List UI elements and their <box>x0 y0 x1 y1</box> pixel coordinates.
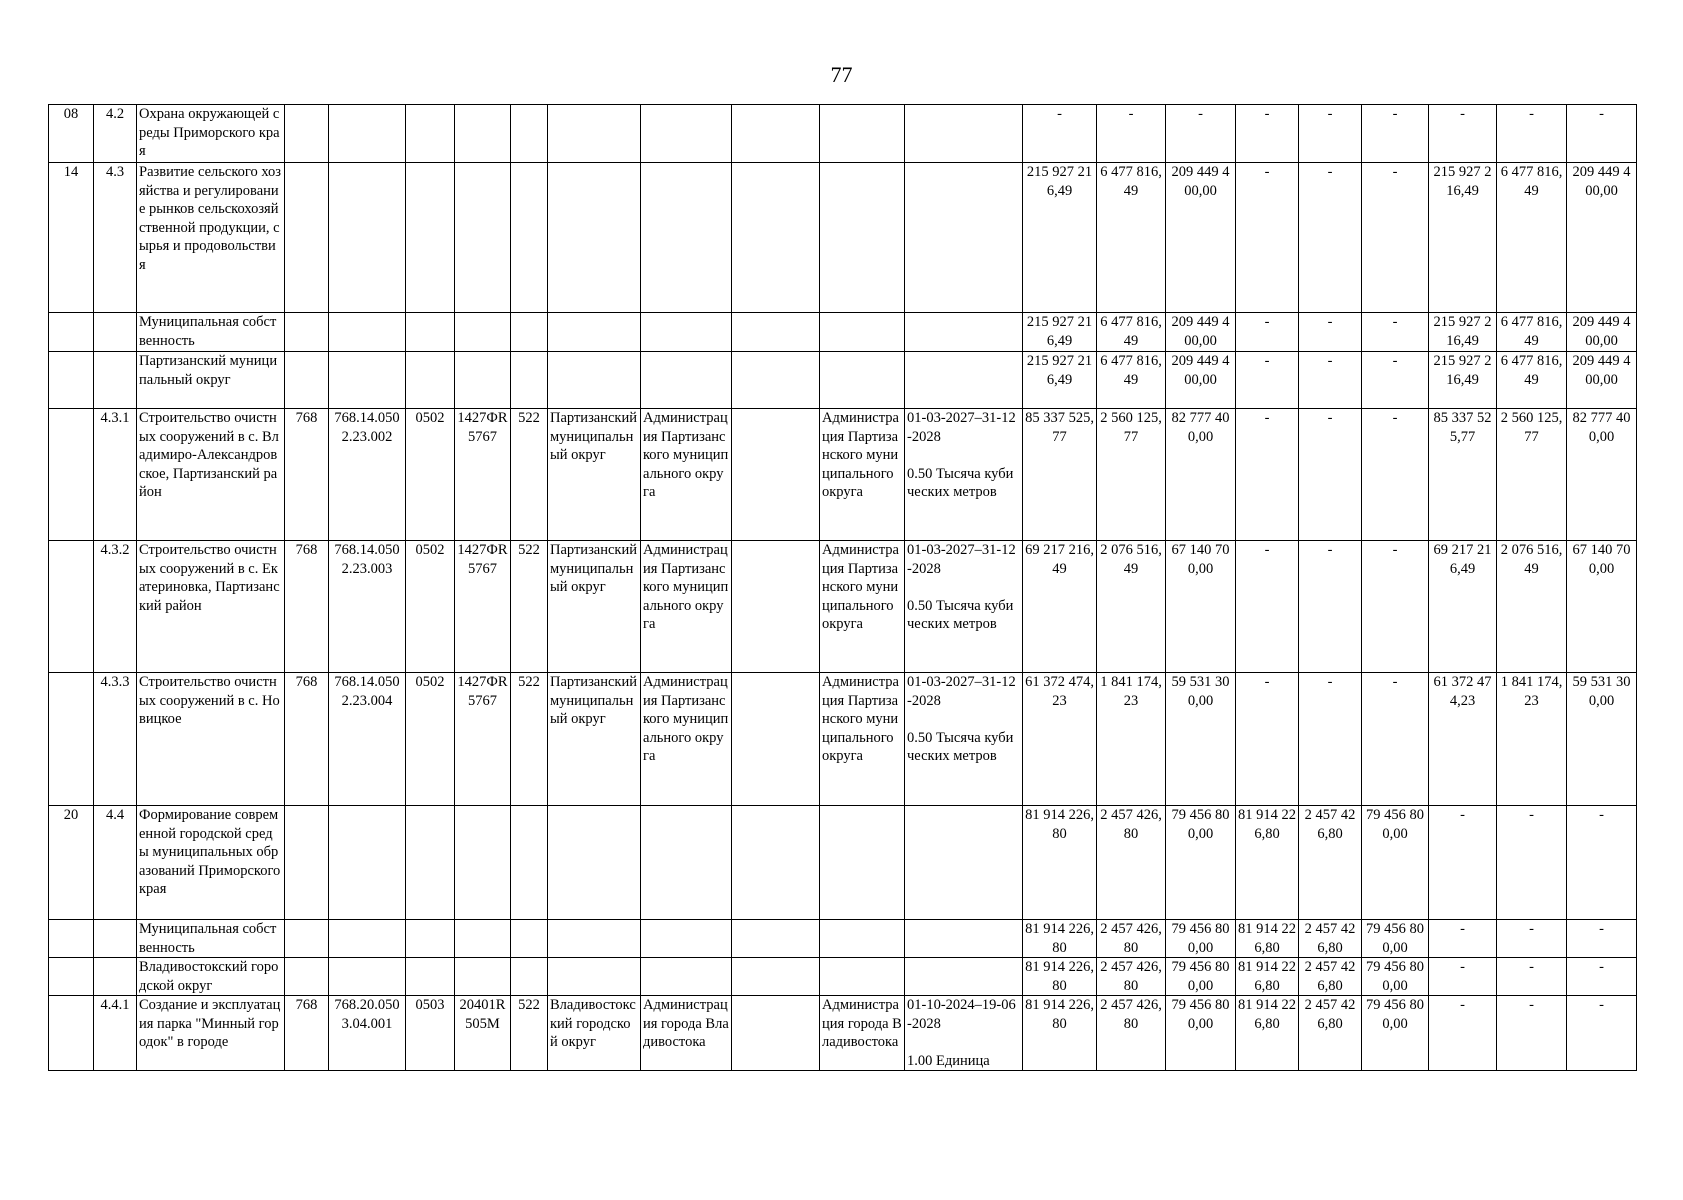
table-cell: - <box>1236 352 1299 409</box>
table-row <box>49 958 1637 996</box>
table-cell: 768.14.0502.23.004 <box>329 673 406 806</box>
table-cell <box>732 996 820 1071</box>
table-cell <box>511 920 548 958</box>
table-cell <box>732 806 820 920</box>
table-cell: 85 337 525,77 <box>1429 409 1497 541</box>
table-cell <box>641 352 732 409</box>
table-cell <box>455 352 511 409</box>
table-cell: - <box>1429 920 1497 958</box>
table-cell: Администрация Партизанского муниципального округа <box>820 409 905 541</box>
table-cell: - <box>1299 409 1362 541</box>
table-cell <box>49 409 94 541</box>
table-cell: 08 <box>49 105 94 163</box>
table-cell: - <box>1299 673 1362 806</box>
table-cell <box>905 806 1023 920</box>
table-cell <box>406 920 455 958</box>
table-cell: 79 456 800,00 <box>1362 958 1429 996</box>
table-cell: 82 777 400,00 <box>1166 409 1236 541</box>
table-cell <box>511 313 548 352</box>
table-cell <box>548 958 641 996</box>
table-row <box>49 541 1637 673</box>
table-cell <box>905 996 1023 1071</box>
table-cell: Партизанский муниципальный округ <box>548 541 641 673</box>
table-cell <box>820 163 905 313</box>
table-cell: 82 777 400,00 <box>1567 409 1637 541</box>
table-cell <box>732 313 820 352</box>
table-cell: Развитие сельского хозяйства и регулирование рынков сельскохозяйственной продукции, сырья и продовольствия <box>137 163 285 313</box>
table-cell <box>285 806 329 920</box>
table-cell: 2 560 125,77 <box>1497 409 1567 541</box>
table-cell: - <box>1299 352 1362 409</box>
table-cell: 768 <box>285 409 329 541</box>
table-cell: 2 457 426,80 <box>1299 996 1362 1071</box>
table-cell <box>905 673 1023 806</box>
table-body <box>49 105 1637 1071</box>
table-cell: 81 914 226,80 <box>1023 996 1097 1071</box>
table-cell: 59 531 300,00 <box>1567 673 1637 806</box>
table-cell <box>905 920 1023 958</box>
table-cell: 522 <box>511 996 548 1071</box>
table-cell: - <box>1362 163 1429 313</box>
table-cell: - <box>1497 920 1567 958</box>
table-cell: - <box>1567 105 1637 163</box>
table-cell <box>285 313 329 352</box>
table-cell <box>455 163 511 313</box>
table-cell <box>94 313 137 352</box>
table-cell: 81 914 226,80 <box>1236 958 1299 996</box>
table-cell <box>406 313 455 352</box>
table-cell <box>641 313 732 352</box>
table-cell: 6 477 816,49 <box>1097 352 1166 409</box>
table-cell: 209 449 400,00 <box>1166 313 1236 352</box>
table-cell <box>548 920 641 958</box>
table-cell <box>406 163 455 313</box>
table-cell: 4.3 <box>94 163 137 313</box>
table-cell: - <box>1023 105 1097 163</box>
table-cell <box>94 958 137 996</box>
table-cell: 2 457 426,80 <box>1299 920 1362 958</box>
table-cell: 6 477 816,49 <box>1097 163 1166 313</box>
table-cell: 215 927 216,49 <box>1429 163 1497 313</box>
table-cell: - <box>1567 996 1637 1071</box>
table-cell: Муниципальная собственность <box>137 920 285 958</box>
table-cell: 0502 <box>406 409 455 541</box>
table-cell: 81 914 226,80 <box>1023 920 1097 958</box>
table-cell: - <box>1097 105 1166 163</box>
table-cell <box>49 673 94 806</box>
table-cell: 61 372 474,23 <box>1429 673 1497 806</box>
table-cell <box>285 105 329 163</box>
table-cell <box>329 352 406 409</box>
table-cell: 2 457 426,80 <box>1097 996 1166 1071</box>
table-cell: 522 <box>511 673 548 806</box>
table-cell: 69 217 216,49 <box>1429 541 1497 673</box>
table-cell: - <box>1236 409 1299 541</box>
table-cell: - <box>1236 163 1299 313</box>
table-cell <box>905 409 1023 541</box>
table-cell: 6 477 816,49 <box>1497 352 1567 409</box>
cell-line: 01-03-2027–31-12-2028 <box>907 674 1016 709</box>
table-cell: 14 <box>49 163 94 313</box>
table-cell <box>820 105 905 163</box>
table-cell <box>820 313 905 352</box>
table-cell <box>548 105 641 163</box>
table-cell: 768 <box>285 541 329 673</box>
table-cell: - <box>1497 806 1567 920</box>
table-cell: 81 914 226,80 <box>1236 996 1299 1071</box>
table-cell: 215 927 216,49 <box>1023 313 1097 352</box>
table-cell <box>820 958 905 996</box>
table-cell: 2 457 426,80 <box>1097 958 1166 996</box>
table-cell: Администрация Партизанского муниципального округа <box>820 673 905 806</box>
table-cell: 1427ФR5767 <box>455 673 511 806</box>
table-row <box>49 163 1637 313</box>
cell-line: 0.50 Тысяча кубических метров <box>907 465 1014 500</box>
cell-line <box>907 578 1020 597</box>
table-cell: 1 841 174,23 <box>1497 673 1567 806</box>
table-cell <box>49 920 94 958</box>
table-cell: 0503 <box>406 996 455 1071</box>
table-cell: 768 <box>285 996 329 1071</box>
table-cell: 2 076 516,49 <box>1497 541 1567 673</box>
table-cell: Строительство очистных сооружений в с. Владимиро-Александровское, Партизанский район <box>137 409 285 541</box>
table-cell <box>511 806 548 920</box>
table-row <box>49 806 1637 920</box>
page-number: 77 <box>830 62 853 87</box>
table-cell: - <box>1362 352 1429 409</box>
table-cell: - <box>1567 920 1637 958</box>
table-cell <box>732 541 820 673</box>
table-cell: 6 477 816,49 <box>1097 313 1166 352</box>
table-cell <box>329 105 406 163</box>
table-cell <box>511 105 548 163</box>
table-cell <box>732 352 820 409</box>
table-cell: 209 449 400,00 <box>1166 352 1236 409</box>
table-cell: Партизанский муниципальный округ <box>548 673 641 806</box>
table-cell: - <box>1429 996 1497 1071</box>
cell-line: 0.50 Тысяча кубических метров <box>907 729 1014 764</box>
table-cell: 69 217 216,49 <box>1023 541 1097 673</box>
table-cell: 768.20.0503.04.001 <box>329 996 406 1071</box>
table-cell: Строительство очистных сооружений в с. Екатериновка, Партизанский район <box>137 541 285 673</box>
cell-line <box>907 710 1020 729</box>
table-cell: Создание и эксплуатация парка "Минный городок" в городе <box>137 996 285 1071</box>
table-cell: 215 927 216,49 <box>1429 352 1497 409</box>
table-cell: 81 914 226,80 <box>1023 958 1097 996</box>
table-cell: - <box>1236 673 1299 806</box>
table-cell: 209 449 400,00 <box>1567 313 1637 352</box>
table-cell: - <box>1362 409 1429 541</box>
table-cell: Муниципальная собственность <box>137 313 285 352</box>
table-cell <box>329 163 406 313</box>
table-cell <box>905 352 1023 409</box>
table-cell: 79 456 800,00 <box>1362 996 1429 1071</box>
table-cell <box>905 105 1023 163</box>
table-row <box>49 105 1637 163</box>
table-cell <box>732 673 820 806</box>
table-cell: 4.4.1 <box>94 996 137 1071</box>
table-cell: 79 456 800,00 <box>1166 920 1236 958</box>
cell-line: 01-03-2027–31-12-2028 <box>907 542 1016 577</box>
table-cell: 6 477 816,49 <box>1497 313 1567 352</box>
table-cell <box>820 806 905 920</box>
table-cell: Администрация города Владивостока <box>641 996 732 1071</box>
table-cell <box>49 352 94 409</box>
table-cell: 59 531 300,00 <box>1166 673 1236 806</box>
table-cell: - <box>1236 313 1299 352</box>
table-cell: 768 <box>285 673 329 806</box>
table-cell: - <box>1236 541 1299 673</box>
table-cell: - <box>1299 541 1362 673</box>
budget-table <box>48 104 1637 1071</box>
table-cell <box>820 920 905 958</box>
table-cell: Строительство очистных сооружений в с. Новицкое <box>137 673 285 806</box>
table-cell <box>905 541 1023 673</box>
table-cell: 85 337 525,77 <box>1023 409 1097 541</box>
table-cell: - <box>1567 958 1637 996</box>
table-row <box>49 673 1637 806</box>
table-cell: - <box>1166 105 1236 163</box>
table-row <box>49 996 1637 1071</box>
table-cell: 61 372 474,23 <box>1023 673 1097 806</box>
table-cell: 79 456 800,00 <box>1166 958 1236 996</box>
table-row <box>49 409 1637 541</box>
table-cell <box>732 163 820 313</box>
table-cell: 79 456 800,00 <box>1362 920 1429 958</box>
table-cell <box>94 920 137 958</box>
table-cell: Владивостокский городской округ <box>548 996 641 1071</box>
table-cell: 0502 <box>406 541 455 673</box>
table-cell: 81 914 226,80 <box>1023 806 1097 920</box>
table-cell <box>548 806 641 920</box>
table-cell: 2 457 426,80 <box>1299 958 1362 996</box>
table-row <box>49 352 1637 409</box>
table-cell: 4.4 <box>94 806 137 920</box>
table-cell: 2 457 426,80 <box>1097 806 1166 920</box>
table-cell: 2 076 516,49 <box>1097 541 1166 673</box>
table-cell <box>49 996 94 1071</box>
table-cell <box>905 958 1023 996</box>
table-cell <box>511 958 548 996</box>
table-cell: Формирование современной городской среды муниципальных образований Приморского края <box>137 806 285 920</box>
table-cell: 209 449 400,00 <box>1166 163 1236 313</box>
table-cell <box>641 958 732 996</box>
table-cell: 81 914 226,80 <box>1236 806 1299 920</box>
cell-line <box>907 446 1020 465</box>
table-cell <box>548 352 641 409</box>
table-cell <box>732 958 820 996</box>
table-cell: - <box>1497 996 1567 1071</box>
table-cell: - <box>1429 105 1497 163</box>
table-cell <box>548 313 641 352</box>
table-cell: 1 841 174,23 <box>1097 673 1166 806</box>
table-cell: 215 927 216,49 <box>1429 313 1497 352</box>
cell-line: 01-10-2024–19-06-2028 <box>907 997 1016 1032</box>
table-cell: 209 449 400,00 <box>1567 352 1637 409</box>
table-cell: 79 456 800,00 <box>1166 996 1236 1071</box>
table-cell: - <box>1429 958 1497 996</box>
table-cell: Администрация Партизанского муниципального округа <box>641 673 732 806</box>
table-cell <box>285 352 329 409</box>
table-cell <box>820 352 905 409</box>
table-cell <box>285 163 329 313</box>
table-cell: 215 927 216,49 <box>1023 352 1097 409</box>
table-cell <box>455 313 511 352</box>
table-cell: 2 560 125,77 <box>1097 409 1166 541</box>
cell-line: 0.50 Тысяча кубических метров <box>907 597 1014 632</box>
table-cell <box>329 806 406 920</box>
table-cell <box>455 806 511 920</box>
table-cell: 20 <box>49 806 94 920</box>
table-cell <box>285 920 329 958</box>
table-cell <box>406 806 455 920</box>
table-cell: Администрация города Владивостока <box>820 996 905 1071</box>
table-cell: - <box>1299 105 1362 163</box>
table-cell: - <box>1362 105 1429 163</box>
table-cell: 79 456 800,00 <box>1362 806 1429 920</box>
table-cell <box>548 163 641 313</box>
table-cell: 4.3.3 <box>94 673 137 806</box>
table-cell <box>49 958 94 996</box>
table-cell: 215 927 216,49 <box>1023 163 1097 313</box>
table-cell: 209 449 400,00 <box>1567 163 1637 313</box>
table-cell <box>511 352 548 409</box>
table-cell <box>329 958 406 996</box>
table-cell: - <box>1362 541 1429 673</box>
table-cell: - <box>1299 313 1362 352</box>
table-cell: 522 <box>511 409 548 541</box>
table-cell <box>905 313 1023 352</box>
table-cell <box>49 541 94 673</box>
table-cell: Администрация Партизанского муниципального округа <box>820 541 905 673</box>
table-cell: 2 457 426,80 <box>1097 920 1166 958</box>
table-cell: - <box>1497 105 1567 163</box>
table-cell: - <box>1362 673 1429 806</box>
table-cell: 768.14.0502.23.003 <box>329 541 406 673</box>
table-cell: 522 <box>511 541 548 673</box>
table-cell: 768.14.0502.23.002 <box>329 409 406 541</box>
table-cell <box>455 958 511 996</box>
table-cell <box>49 313 94 352</box>
table-cell <box>455 920 511 958</box>
table-cell: Партизанский муниципальный округ <box>548 409 641 541</box>
table-cell: Владивостокский городской округ <box>137 958 285 996</box>
table-cell <box>94 352 137 409</box>
table-cell: 1427ФR5767 <box>455 409 511 541</box>
table-cell: 4.2 <box>94 105 137 163</box>
table-cell: - <box>1497 958 1567 996</box>
table-cell <box>641 105 732 163</box>
table-cell: 2 457 426,80 <box>1299 806 1362 920</box>
table-cell: 1427ФR5767 <box>455 541 511 673</box>
table-cell <box>285 958 329 996</box>
table-cell: Администрация Партизанского муниципального округа <box>641 541 732 673</box>
table-cell: 67 140 700,00 <box>1166 541 1236 673</box>
table-cell: Администрация Партизанского муниципального округа <box>641 409 732 541</box>
table-cell <box>641 163 732 313</box>
table-cell: 4.3.2 <box>94 541 137 673</box>
table-cell <box>406 352 455 409</box>
table-cell <box>329 920 406 958</box>
table-cell <box>406 958 455 996</box>
table-cell <box>406 105 455 163</box>
table-cell <box>329 313 406 352</box>
cell-line: 1.00 Единица <box>907 1052 990 1069</box>
table-cell: 79 456 800,00 <box>1166 806 1236 920</box>
table-cell <box>641 920 732 958</box>
table-cell: 0502 <box>406 673 455 806</box>
table-cell: Охрана окружающей среды Приморского края <box>137 105 285 163</box>
table-cell: 6 477 816,49 <box>1497 163 1567 313</box>
table-cell: 4.3.1 <box>94 409 137 541</box>
table-row <box>49 313 1637 352</box>
table-cell <box>905 163 1023 313</box>
table-cell <box>732 409 820 541</box>
table-cell: - <box>1567 806 1637 920</box>
table-cell: - <box>1299 163 1362 313</box>
table-cell: 20401R505M <box>455 996 511 1071</box>
table-cell: Партизанский муниципальный округ <box>137 352 285 409</box>
cell-line <box>907 1033 1020 1052</box>
table-cell <box>641 806 732 920</box>
table-cell: 67 140 700,00 <box>1567 541 1637 673</box>
table-cell: - <box>1429 806 1497 920</box>
cell-line: 01-03-2027–31-12-2028 <box>907 410 1016 445</box>
table-cell <box>732 920 820 958</box>
table-cell <box>455 105 511 163</box>
table-cell <box>511 163 548 313</box>
table-cell: - <box>1362 313 1429 352</box>
table-cell: 81 914 226,80 <box>1236 920 1299 958</box>
table-cell <box>732 105 820 163</box>
table-row <box>49 920 1637 958</box>
table-cell: - <box>1236 105 1299 163</box>
